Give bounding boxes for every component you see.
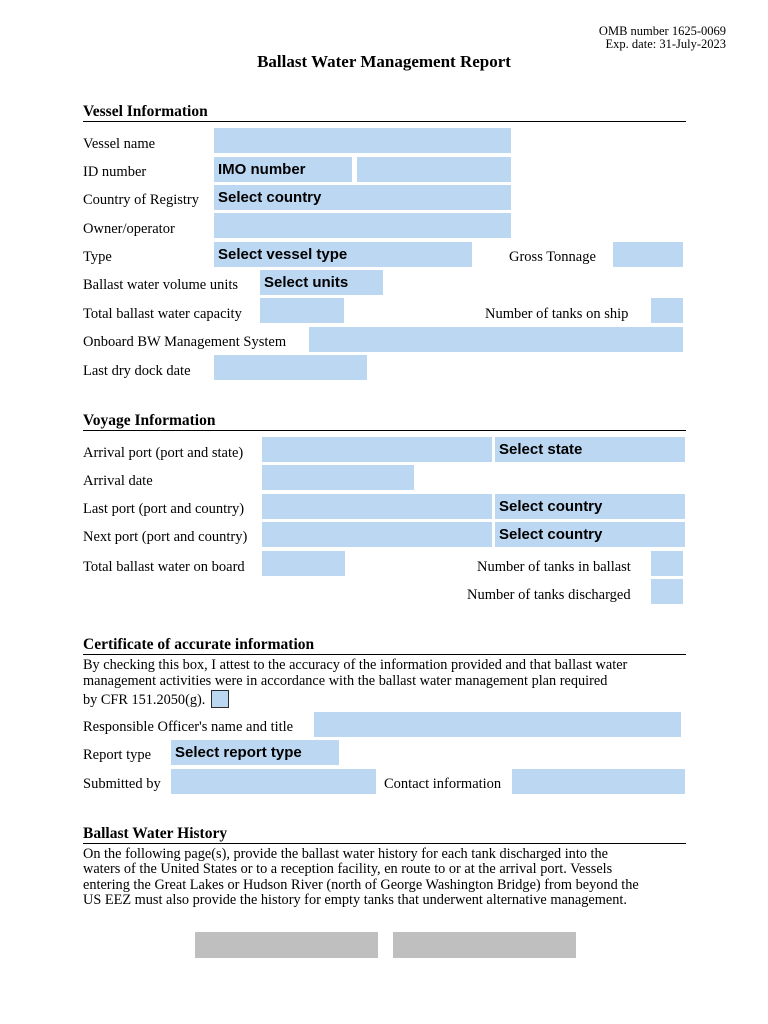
contact-info-label: Contact information xyxy=(384,776,502,792)
vessel-type-select[interactable]: Select vessel type xyxy=(214,242,472,267)
id-type-select[interactable]: IMO number xyxy=(214,157,352,182)
last-country-select[interactable]: Select country xyxy=(495,494,685,519)
ballast-history-heading: Ballast Water History xyxy=(83,825,686,844)
owner-operator-label: Owner/operator xyxy=(83,221,175,237)
history-line-2: waters of the United States or to a reception facility, en route to or at the arrival port. Vessels xyxy=(83,861,613,877)
voyage-information-heading: Voyage Information xyxy=(83,412,686,431)
officer-label: Responsible Officer's name and title xyxy=(83,719,294,735)
arrival-date-label: Arrival date xyxy=(83,473,153,489)
expiration-date: Exp. date: 31-July-2023 xyxy=(605,37,726,51)
form-button-right[interactable] xyxy=(393,932,576,958)
history-line-3: entering the Great Lakes or Hudson River (north of George Washington Bridge) from beyond the xyxy=(83,877,639,893)
tanks-on-ship-input[interactable] xyxy=(651,298,683,323)
tanks-in-ballast-input[interactable] xyxy=(651,551,683,576)
bw-management-system-input[interactable] xyxy=(309,327,683,352)
last-port-input[interactable] xyxy=(262,494,492,519)
certificate-line-3-row xyxy=(83,690,229,709)
omb-number: OMB number 1625-0069 xyxy=(598,24,726,38)
certificate-line-3: by CFR 151.2050(g). xyxy=(83,692,206,708)
owner-operator-input[interactable] xyxy=(214,213,511,238)
form-button-left[interactable] xyxy=(195,932,378,958)
total-ballast-label: Total ballast water on board xyxy=(83,559,245,575)
volume-units-label: Ballast water volume units xyxy=(83,277,239,293)
id-number-input[interactable] xyxy=(357,157,511,182)
certificate-heading: Certificate of accurate information xyxy=(83,636,686,655)
country-registry-label: Country of Registry xyxy=(83,192,199,208)
last-port-label: Last port (port and country) xyxy=(83,501,245,517)
vessel-name-input[interactable] xyxy=(214,128,511,153)
dry-dock-date-label: Last dry dock date xyxy=(83,363,191,379)
arrival-state-select[interactable]: Select state xyxy=(495,437,685,462)
attest-checkbox[interactable] xyxy=(211,690,229,708)
tanks-discharged-label: Number of tanks discharged xyxy=(467,587,631,603)
report-type-label: Report type xyxy=(83,747,152,763)
contact-info-input[interactable] xyxy=(512,769,685,794)
history-line-4: US EEZ must also provide the history for empty tanks that underwent alternative management. xyxy=(83,892,627,908)
next-country-select[interactable]: Select country xyxy=(495,522,685,547)
ballast-capacity-input[interactable] xyxy=(260,298,344,323)
history-line-1: On the following page(s), provide the ballast water history for each tank discharged into the xyxy=(83,846,608,862)
next-port-input[interactable] xyxy=(262,522,492,547)
report-type-select[interactable]: Select report type xyxy=(171,740,339,765)
ballast-capacity-label: Total ballast water capacity xyxy=(83,306,242,322)
vessel-type-label: Type xyxy=(83,249,112,265)
tanks-on-ship-label: Number of tanks on ship xyxy=(485,306,629,322)
dry-dock-date-input[interactable] xyxy=(214,355,367,380)
total-ballast-input[interactable] xyxy=(262,551,345,576)
vessel-information-heading: Vessel Information xyxy=(83,103,686,122)
page-title: Ballast Water Management Report xyxy=(257,52,511,71)
gross-tonnage-input[interactable] xyxy=(613,242,683,267)
id-number-label: ID number xyxy=(83,164,147,180)
tanks-discharged-input[interactable] xyxy=(651,579,683,604)
bw-management-system-label: Onboard BW Management System xyxy=(83,334,287,350)
officer-input[interactable] xyxy=(314,712,681,737)
submitted-by-label: Submitted by xyxy=(83,776,161,792)
tanks-in-ballast-label: Number of tanks in ballast xyxy=(477,559,631,575)
certificate-line-2: management activities were in accordance with the ballast water management plan required xyxy=(83,673,608,689)
submitted-by-input[interactable] xyxy=(171,769,376,794)
vessel-name-label: Vessel name xyxy=(83,136,156,152)
country-registry-select[interactable]: Select country xyxy=(214,185,511,210)
volume-units-select[interactable]: Select units xyxy=(260,270,383,295)
arrival-port-label: Arrival port (port and state) xyxy=(83,445,244,461)
arrival-date-input[interactable] xyxy=(262,465,414,490)
gross-tonnage-label: Gross Tonnage xyxy=(509,249,596,265)
arrival-port-input[interactable] xyxy=(262,437,492,462)
certificate-line-1: By checking this box, I attest to the accuracy of the information provided and that ballast water xyxy=(83,657,628,673)
next-port-label: Next port (port and country) xyxy=(83,529,248,545)
